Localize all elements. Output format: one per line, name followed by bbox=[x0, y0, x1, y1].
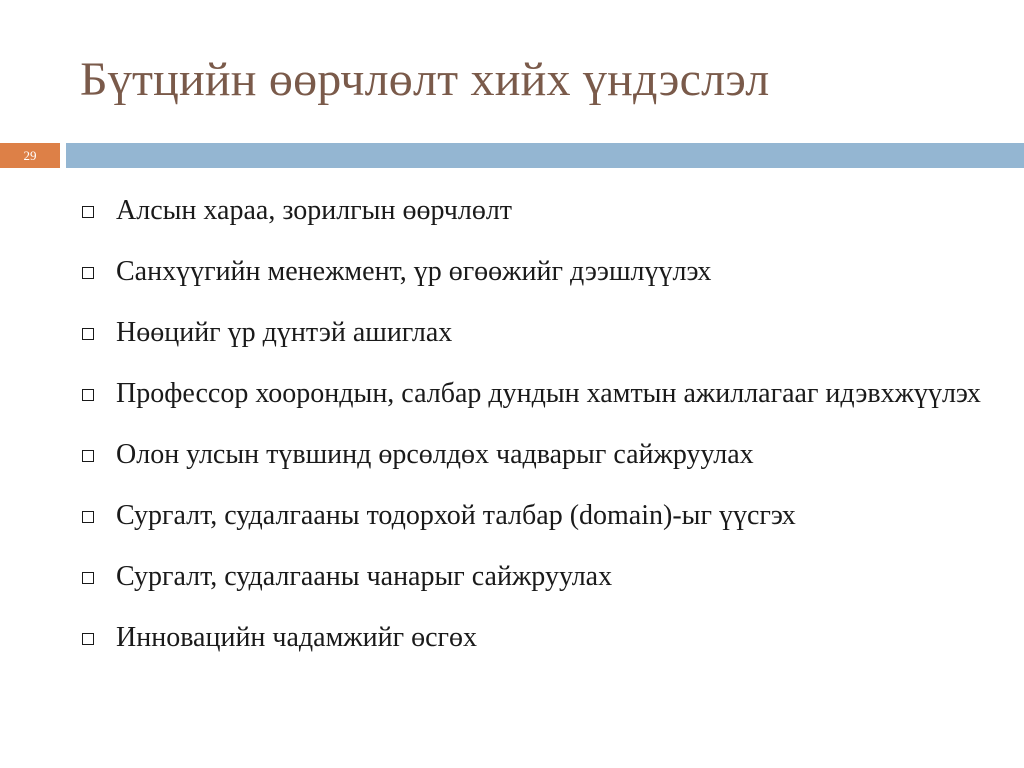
bullet-item bbox=[80, 247, 988, 297]
title-accent-bar bbox=[66, 143, 1024, 168]
hollow-square-icon bbox=[82, 633, 94, 645]
bullet-item bbox=[80, 369, 988, 419]
bullet-text: Инновацийн чадамжийг өсгөх bbox=[116, 622, 478, 653]
slide-title: Бүтцийн өөрчлөлт хийх үндэслэл bbox=[80, 53, 770, 106]
bullet-text: Нөөцийг үр дүнтэй ашиглах bbox=[116, 317, 453, 348]
hollow-square-icon bbox=[82, 572, 94, 584]
slide-number-badge: 29 bbox=[0, 143, 60, 168]
bullet-item bbox=[80, 430, 988, 480]
bullet-item bbox=[80, 552, 988, 602]
hollow-square-icon bbox=[82, 511, 94, 523]
bullet-text: Алсын хараа, зорилгын өөрчлөлт bbox=[116, 195, 513, 226]
bullet-item bbox=[80, 491, 988, 541]
hollow-square-icon bbox=[82, 450, 94, 462]
bullet-list bbox=[80, 186, 988, 674]
hollow-square-icon bbox=[82, 328, 94, 340]
bullet-item bbox=[80, 186, 988, 236]
bullet-text: Санхүүгийн менежмент, үр өгөөжийг дээшлүүлэх bbox=[116, 256, 712, 287]
bullet-text: Сургалт, судалгааны тодорхой талбар (domain)-ыг үүсгэх bbox=[116, 500, 796, 531]
bullet-item bbox=[80, 613, 988, 663]
hollow-square-icon bbox=[82, 267, 94, 279]
hollow-square-icon bbox=[82, 206, 94, 218]
hollow-square-icon bbox=[82, 389, 94, 401]
bullet-text: Сургалт, судалгааны чанарыг сайжруулах bbox=[116, 561, 613, 592]
bullet-item bbox=[80, 308, 988, 358]
bullet-text: Олон улсын түвшинд өрсөлдөх чадварыг сайжруулах bbox=[116, 439, 754, 470]
bullet-text: Профессор хоорондын, салбар дундын хамтын ажиллагааг идэвхжүүлэх bbox=[116, 378, 981, 409]
